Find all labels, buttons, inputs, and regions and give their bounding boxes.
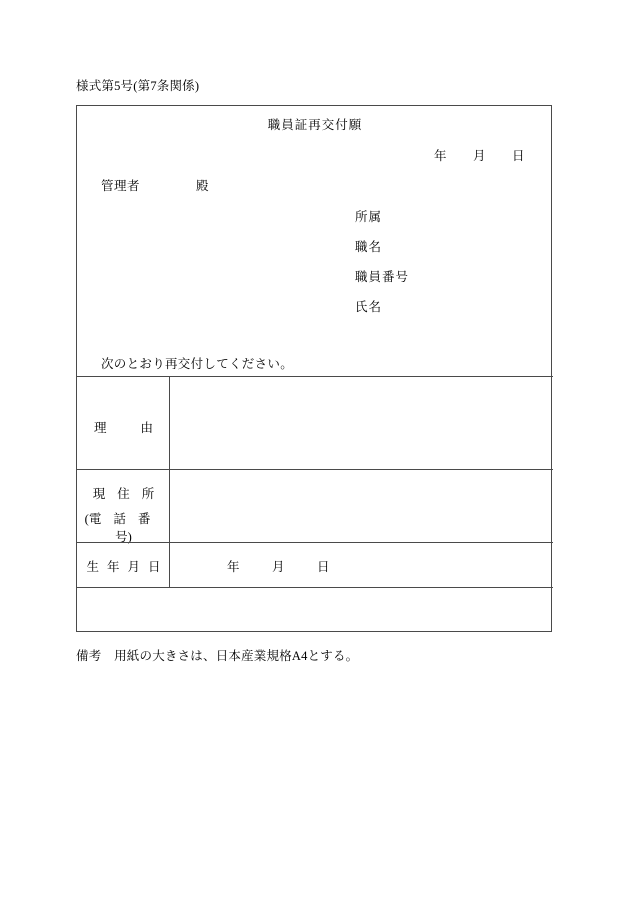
row-label-reason (77, 377, 170, 469)
row-value-address[interactable] (170, 470, 553, 542)
row-label-address-part1: 現 (92, 487, 106, 501)
field-affiliation: 所属 (355, 210, 383, 224)
row-label-birth-part1: 生 (86, 560, 99, 574)
form-number: 様式第5号(第7条関係) (76, 79, 200, 93)
form-outer-box (76, 105, 552, 632)
row-label-birthdate (77, 543, 170, 587)
row-label-address-part3: 所 (141, 487, 155, 501)
row-label-birth-part2: 年 (106, 560, 120, 574)
row-label-phone-part5: 号 (115, 530, 128, 544)
date-year-label: 年 (433, 149, 447, 163)
date-line (434, 146, 525, 164)
row-value-reason[interactable] (170, 377, 553, 469)
row-label-birth-part4: 日 (148, 560, 161, 574)
addressee (101, 176, 209, 194)
row-label-birth-part3: 月 (127, 560, 141, 574)
row-label-phone-part1: ( (84, 512, 89, 526)
field-employee-number: 職員番号 (355, 270, 410, 284)
addressee-title: 管理者 (101, 179, 141, 193)
addressee-honorific: 殿 (196, 179, 210, 193)
row-label-address-part2: 住 (117, 487, 130, 501)
row-label-phone-part6: ) (127, 530, 132, 544)
instruction-text: 次のとおり再交付してください。 (101, 357, 294, 371)
footer-note: 備考 用紙の大きさは、日本産業規格A4とする。 (76, 649, 359, 663)
birth-day-label: 日 (317, 560, 331, 574)
table-row-birthdate (77, 542, 553, 587)
row-label-reason-part2: 由 (140, 421, 154, 435)
field-job-title: 職名 (355, 240, 383, 254)
row-label-phone-part4: 番 (137, 512, 151, 526)
table-row-reason (77, 376, 553, 469)
table-row-address (77, 469, 553, 542)
row-label-address (77, 470, 170, 542)
row-value-birthdate[interactable] (170, 543, 553, 587)
date-month-label: 月 (472, 149, 486, 163)
document-title: 職員証再交付願 (267, 118, 363, 132)
date-day-label: 日 (511, 149, 525, 163)
table-row-blank (77, 587, 553, 632)
row-value-blank[interactable] (77, 588, 553, 632)
birth-month-label: 月 (272, 560, 286, 574)
row-label-phone-part2: 電 (88, 512, 102, 526)
applicant-fields (355, 202, 409, 322)
birthdate-placeholders (227, 557, 330, 575)
field-name: 氏名 (355, 300, 383, 314)
row-label-reason-part1: 理 (93, 421, 107, 435)
row-label-phone-part3: 話 (113, 512, 126, 526)
birth-year-label: 年 (227, 560, 241, 574)
